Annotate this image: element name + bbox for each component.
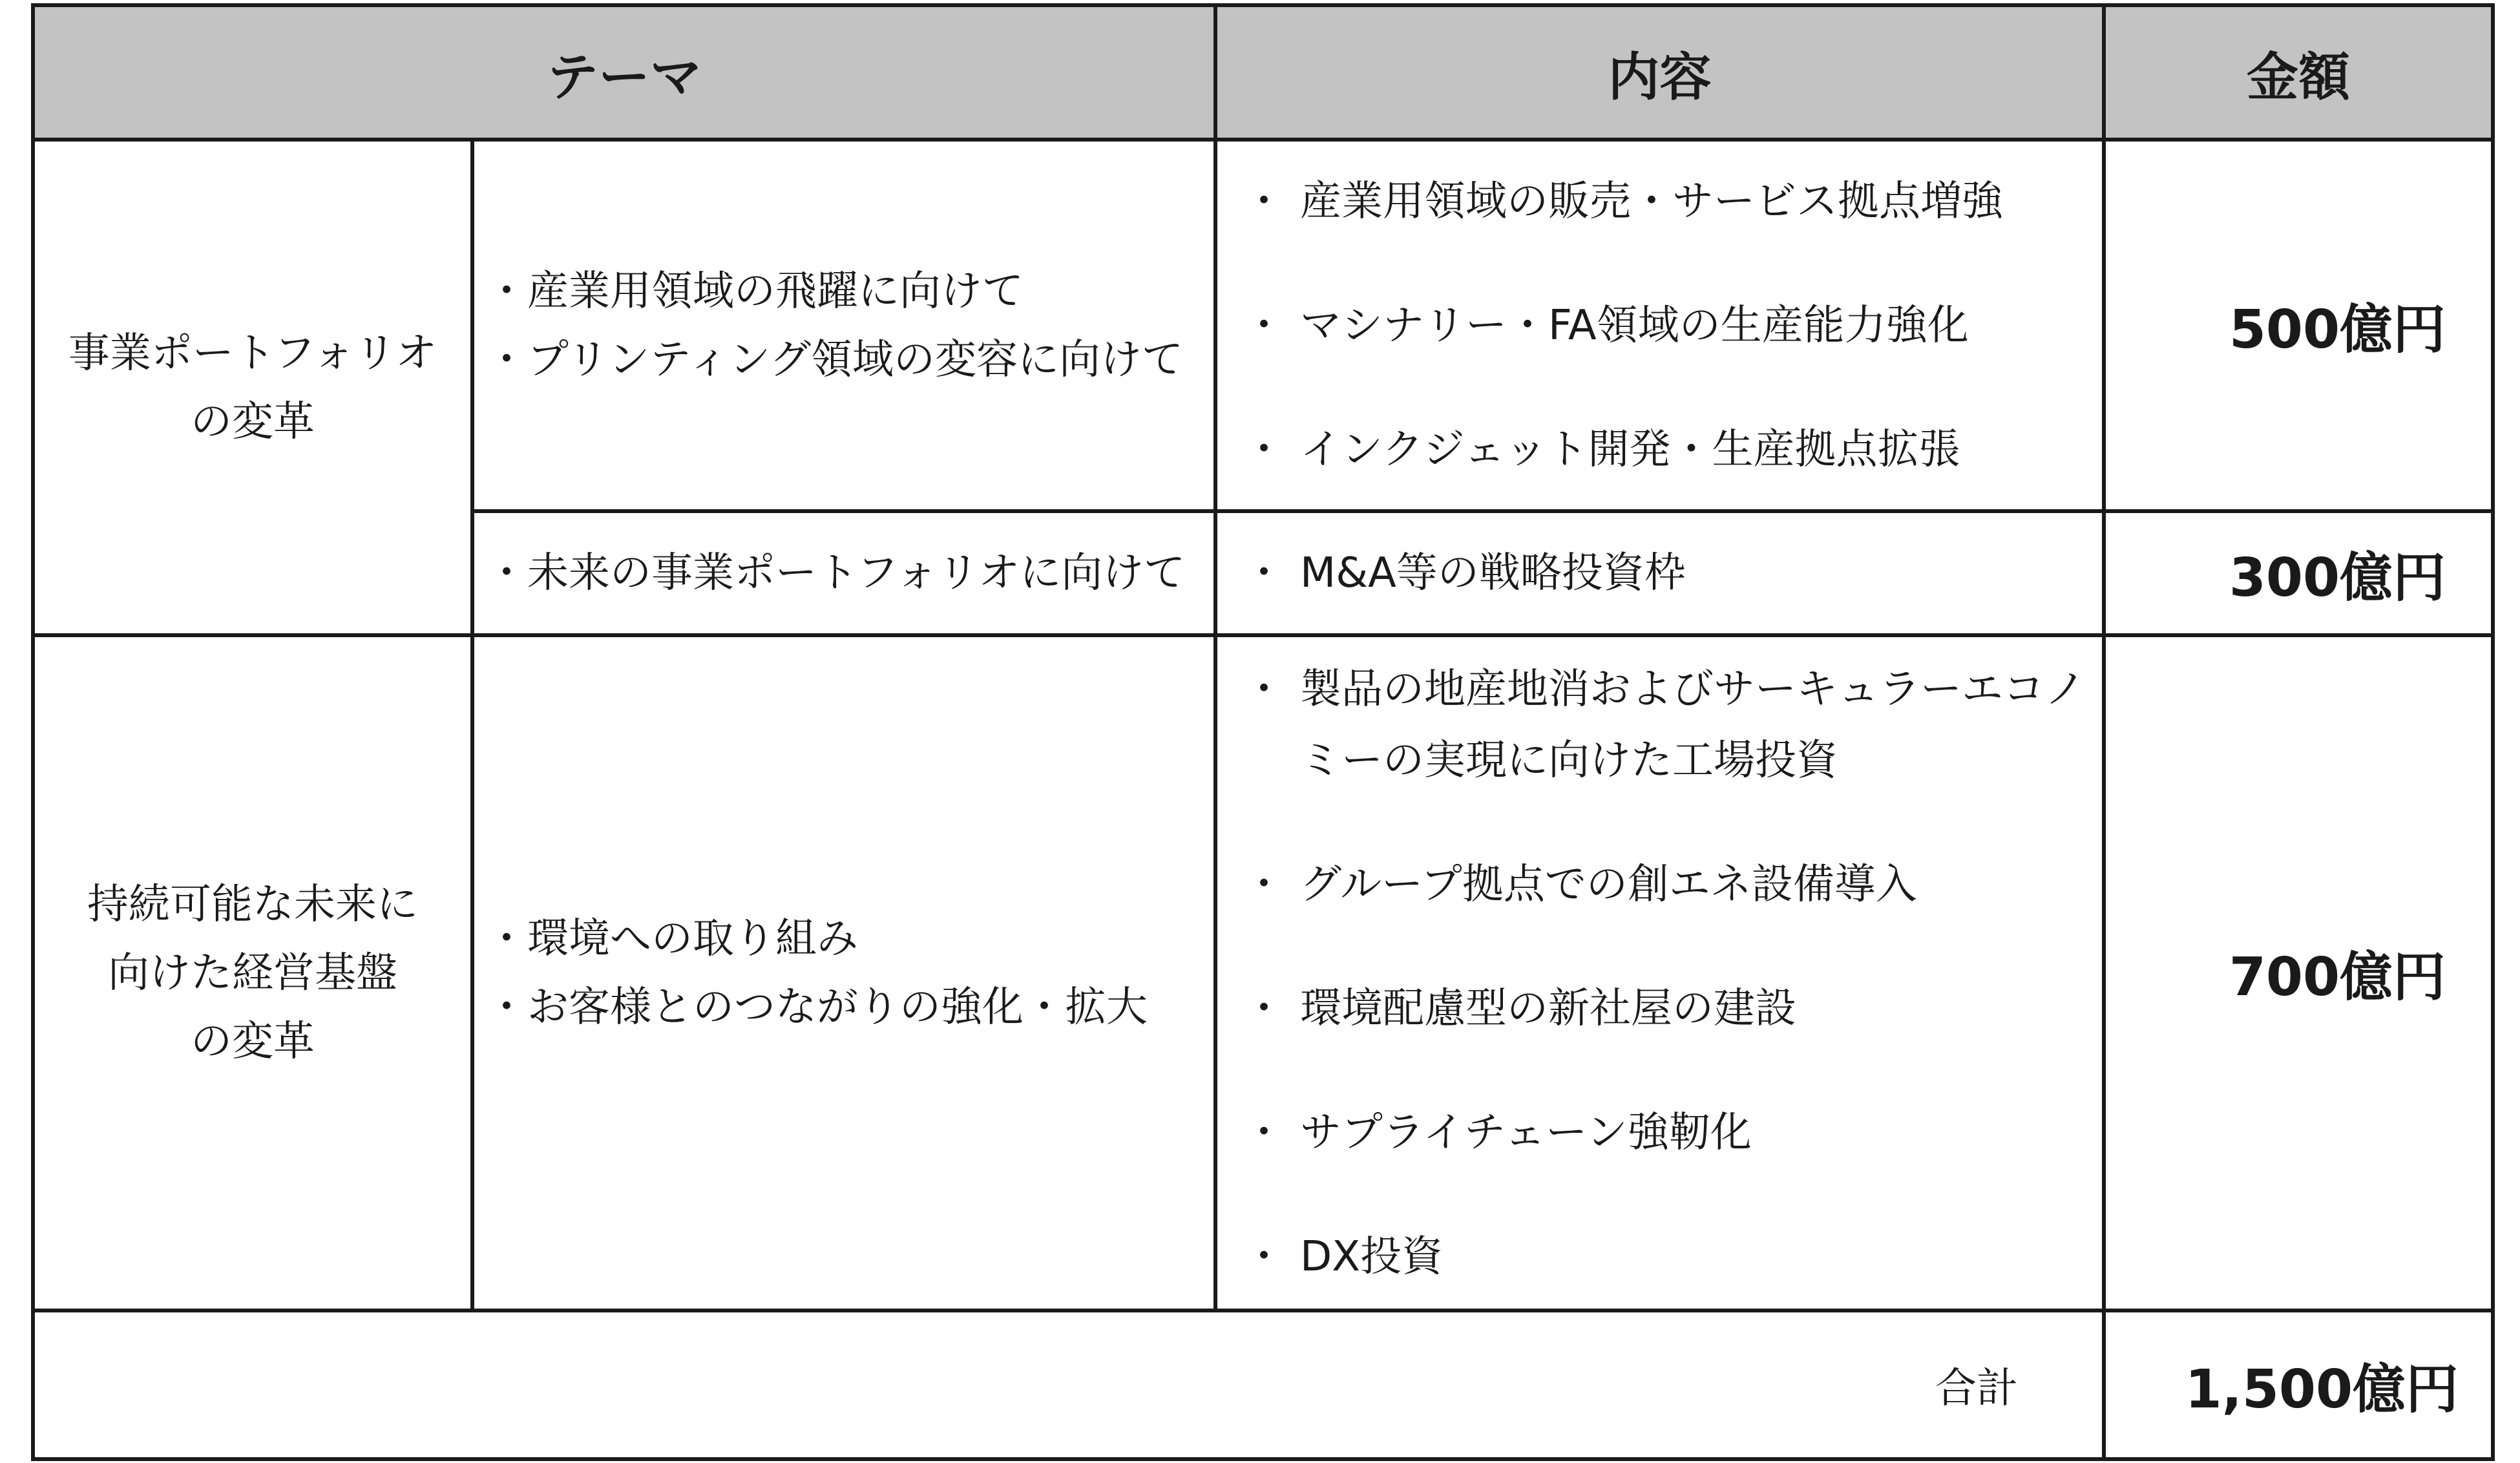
list-item-text: マシナリー・FA領域の生産能力強化 <box>1300 301 1969 350</box>
total-amount: 1,500億円 <box>2104 1310 2493 1459</box>
list-item <box>1243 1221 2089 1292</box>
subtheme-cell <box>472 511 1215 635</box>
content-list <box>1243 654 2089 1292</box>
table-row <box>33 635 2493 1310</box>
list-item-text: グループ拠点での創エネ設備導入 <box>1300 860 1917 909</box>
content-cell <box>1215 511 2104 635</box>
list-item-text: 環境配慮型の新社屋の建設 <box>1300 984 1796 1033</box>
theme-line: の変革 <box>191 1017 315 1066</box>
theme-cell-portfolio <box>33 140 472 635</box>
list-item-text: M&A等の戦略投資枠 <box>1300 549 1686 597</box>
list-item <box>1243 973 2089 1044</box>
list-item <box>1243 414 2089 485</box>
list-item <box>1243 1097 2089 1168</box>
subtheme-cell <box>472 140 1215 511</box>
content-list <box>1243 166 2089 485</box>
bullet-mark: ・ <box>1243 549 1285 597</box>
bullet-mark: ・ <box>1243 1232 1285 1281</box>
subtheme-line: ・産業用領域の飛躍に向けて <box>486 267 1024 315</box>
list-item <box>1243 654 2089 796</box>
total-label: 合計 <box>33 1310 2104 1459</box>
theme-line: 向けた経営基盤 <box>108 949 397 997</box>
amount-cell: 500億円 <box>2104 140 2493 511</box>
bullet-mark: ・ <box>1243 984 1285 1033</box>
list-item <box>1243 849 2089 920</box>
bullet-mark: ・ <box>1243 301 1285 350</box>
content-list <box>1243 538 2089 609</box>
investment-table <box>31 3 2495 1461</box>
amount-cell: 300億円 <box>2104 511 2493 635</box>
header-amount: 金額 <box>2104 5 2493 140</box>
list-item-text: DX投資 <box>1300 1232 1444 1281</box>
list-item <box>1243 166 2089 237</box>
list-item-text: 製品の地産地消およびサーキュラーエコノミーの実現に向けた工場投資 <box>1300 665 2086 784</box>
theme-line: 持続可能な未来に <box>87 880 418 929</box>
header-content: 内容 <box>1215 5 2104 140</box>
bullet-mark: ・ <box>1243 860 1285 909</box>
bullet-mark: ・ <box>1243 1108 1285 1157</box>
subtheme-cell <box>472 635 1215 1310</box>
list-item <box>1243 538 2089 609</box>
subtheme-line: ・環境への取り組み <box>486 914 858 963</box>
amount-cell: 700億円 <box>2104 635 2493 1310</box>
header-row <box>33 5 2493 140</box>
list-item-text: サプライチェーン強靭化 <box>1300 1108 1752 1157</box>
investment-table-wrapper <box>31 3 2491 1457</box>
content-cell <box>1215 635 2104 1310</box>
list-item-text: インクジェット開発・生産拠点拡張 <box>1300 425 1960 474</box>
total-row <box>33 1310 2493 1459</box>
header-theme: テーマ <box>33 5 1215 140</box>
theme-line: 事業ポートフォリオ <box>68 329 437 377</box>
subtheme-line: ・お客様とのつながりの強化・拡大 <box>486 983 1148 1031</box>
bullet-mark: ・ <box>1243 425 1285 474</box>
subtheme-line: ・未来の事業ポートフォリオに向けて <box>486 549 1186 597</box>
bullet-mark: ・ <box>1243 177 1285 226</box>
subtheme-line: ・プリンティング領域の変容に向けて <box>486 335 1184 384</box>
list-item-text: 産業用領域の販売・サービス拠点増強 <box>1300 177 2003 226</box>
content-cell <box>1215 140 2104 511</box>
bullet-mark: ・ <box>1243 665 1285 713</box>
theme-line: の変革 <box>191 397 315 446</box>
theme-cell-sustainability <box>33 635 472 1310</box>
table-row <box>33 140 2493 511</box>
list-item <box>1243 290 2089 361</box>
